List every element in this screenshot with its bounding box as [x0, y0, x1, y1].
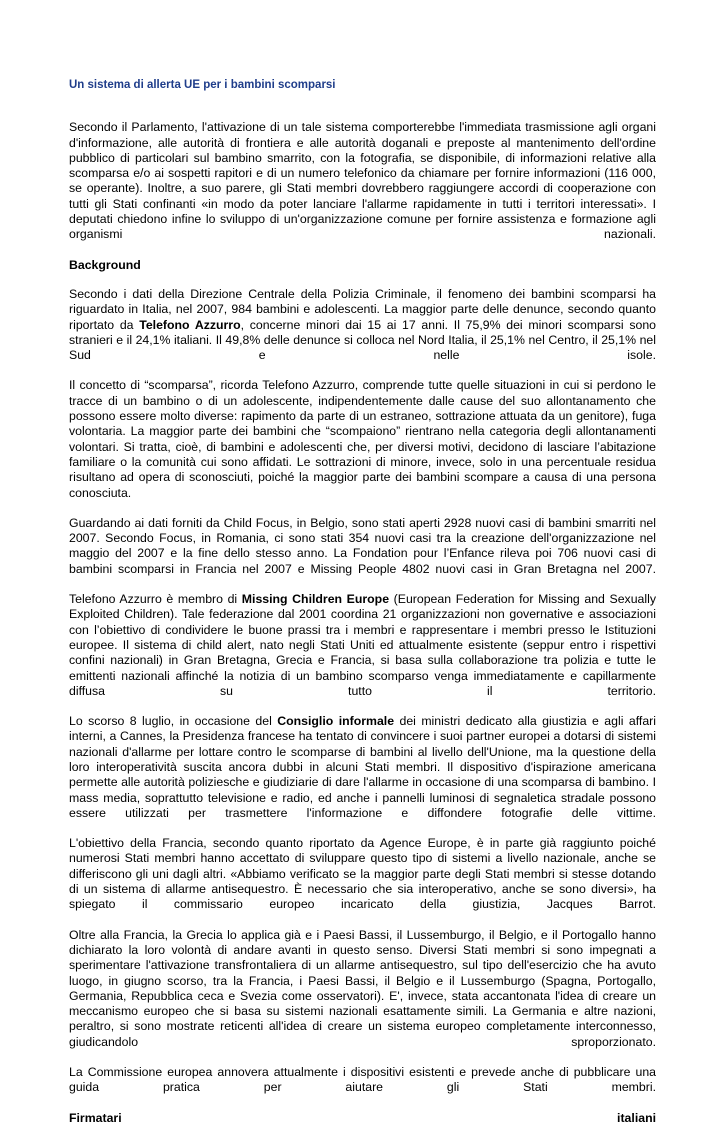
- paragraph-missing-children-europe: [69, 592, 656, 699]
- background-heading: Background: [69, 257, 141, 272]
- missing-children-europe-bold: Missing Children Europe: [241, 592, 390, 607]
- signatories-value: italiani: [617, 1110, 656, 1125]
- mce-text-start: Telefono Azzurro è membro di: [69, 592, 242, 607]
- paragraph-concept: Il concetto di “scomparsa”, ricorda Telefono Azzurro, comprende tutte quelle situazioni in cui si perdono le tracce di un bambino o di un adolescente, indipendentemente dalle cause del suo allontanamento che possono essere molto diverse: rapimento da parte di un estraneo, sottrazione attuata da un genitore), fuga volontaria. La maggior parte dei bambini che “scompaiono” rientrano nella categoria degli allontanamenti volontari. Si tratta, cioè, di bambini e adolescenti che, per diversi motivi, decidono di lasciare l’abitazione familiare o la comunità cui sono affidati. Le sottrazioni di minore, invece, solo in una percentuale residua risultano ad opera di sconosciuti, poiché la maggior parte dei bambini scompare a causa di una persona conosciuta.: [69, 378, 656, 500]
- mce-text-end: (European Federation for Missing and Sexually Exploited Children). Tale federazione dal 2001 coordina 21 organizzazioni non governative e associazioni con l’obiettivo di condividere le buone prassi tra i membri e rappresentare i membri presso le Istituzioni europee. Il sistema di child alert, nato negli Stati Uniti ed attualmente esistente (seppur entro i rispettivi confini nazionali) in Gran Bretagna, Grecia e Francia, si basa sulla collaborazione tra polizia e tutte le emittenti nazionali affinché la notizia di un bambino scomparso venga immediatamente e capillarmente diffusa su tutto il territorio.: [69, 592, 656, 698]
- paragraph-france-objective: L'obiettivo della Francia, secondo quanto riportato da Agence Europe, è in parte già raggiunto poiché numerosi Stati membri hanno accettato di sviluppare questo tipo di sistemi a livello nazionale, anche se differiscono gli uni dagli altri. «Abbiamo verificato se la maggior parte degli Stati membri si stesse dotando di un sistema di allarme antisequestro. È necessario che sia interoperativo, anche se sono diversi», ha spiegato il commissario europeo incaricato della giustizia, Jacques Barrot.: [69, 836, 656, 912]
- paragraph-statistics: [69, 287, 656, 363]
- signatories-footer: [69, 1111, 656, 1126]
- telefono-azzurro-bold: Telefono Azzurro: [139, 317, 241, 332]
- paragraph-child-focus: Guardando ai dati forniti da Child Focus, in Belgio, sono stati aperti 2928 nuovi casi di bambini smarriti nel 2007. Secondo Focus, in Romania, ci sono stati 354 nuovi casi tra la creazione dell'organizzazione nel maggio del 2007 e la fine dello stesso anno. La Fondation pour l’Enfance rileva poi 706 nuovi casi di bambini scomparsi in Francia nel 2007 e Missing People 4802 nuovi casi in Gran Bretagna nel 2007.: [69, 515, 656, 576]
- statistics-text-start: Secondo i dati della Direzione Centrale della Polizia Criminale, il fenomeno dei bambini scomparsi ha riguardato in Italia, nel 2007, 984 bambini e adolescenti. La maggior parte delle denunce, secondo quanto riportato da: [69, 286, 656, 332]
- signatories-label: Firmatari: [69, 1110, 122, 1125]
- council-text-start: Lo scorso 8 luglio, in occasione del: [69, 714, 278, 729]
- paragraph-parliament: Secondo il Parlamento, l'attivazione di un tale sistema comporterebbe l'immediata trasmissione agli organi d'informazione, alle autorità di frontiera e alle autorità doganali e preposte al mantenimento dell'ordine pubblico di particolari sul bambino smarrito, con la fotografia, se disponibile, di informazioni relative alla scomparsa e/o ai sospetti rapitori e di un numero telefonico da chiamare per fornire informazioni (116 000, se operante). Inoltre, a suo parere, gli Stati membri dovrebbero raggiungere accordi di cooperazione con tutti gli Stati confinanti «in modo da poter lanciare l'allarme rapidamente in tutti i territori interessati». I deputati chiedono infine lo sviluppo di un'organizzazione comune per fornire assistenza e formazione agli organismi nazionali.: [69, 120, 656, 242]
- document-page: [69, 78, 656, 1126]
- paragraph-commission: La Commissione europea annovera attualmente i dispositivi esistenti e prevede anche di pubblicare una guida pratica per aiutare gli Stati membri.: [69, 1065, 656, 1095]
- statistics-text-end: , concerne minori dai 15 ai 17 anni. Il 75,9% dei minori scomparsi sono stranieri e il 24,1% italiani. Il 49,8% delle denunce si colloca nel Nord Italia, il 25,1% nel Centro, il 25,1% nel Sud e nelle isole.: [69, 317, 656, 363]
- council-text-end: dei ministri dedicato alla giustizia e agli affari interni, a Cannes, la Presidenza francese ha tentato di convincere i suoi partner europei a dotarsi di sistemi nazionali d'allarme per lottare contro le scomparse di bambini al livello dell'Unione, ma la questione della loro interoperatività suscita ancora dubbi in alcuni Stati membri. Il dispositivo d'ispirazione americana permette alle autorità poliziesche e giudiziarie di dare l'allarme in occasione di una scomparsa di bambino. I mass media, soprattutto televisione e radio, ed anche i pannelli luminosi di segnaletica stradale possono essere utilizzati per trasmettere l'informazione e diffondere fotografie delle vittime.: [69, 714, 656, 820]
- document-title: Un sistema di allerta UE per i bambini scomparsi: [69, 79, 336, 91]
- paragraph-member-states: Oltre alla Francia, la Grecia lo applica già e i Paesi Bassi, il Lussemburgo, il Belgio, e il Portogallo hanno dichiarato la loro volontà di andare avanti in questo senso. Diversi Stati membri si sono impegnati a sperimentare l'attivazione transfrontaliera di un allarme antisequestro, sul tipo dell'esercizio che ha avuto luogo, in giugno scorso, tra la Francia, i Paesi Bassi, il Belgio e il Lussemburgo (Spagna, Portogallo, Germania, Repubblica ceca e Svezia come osservatori). E', invece, stata accantonata l'idea di creare un meccanismo europeo che si basa su sistemi nazionali esattamente simili. La Germania e altre nazioni, peraltro, si sono mostrate reticenti all'idea di creare un sistema europeo completamente interconnesso, giudicandolo sproporzionato.: [69, 927, 656, 1049]
- paragraph-informal-council: [69, 714, 656, 821]
- consiglio-informale-bold: Consiglio informale: [277, 714, 395, 729]
